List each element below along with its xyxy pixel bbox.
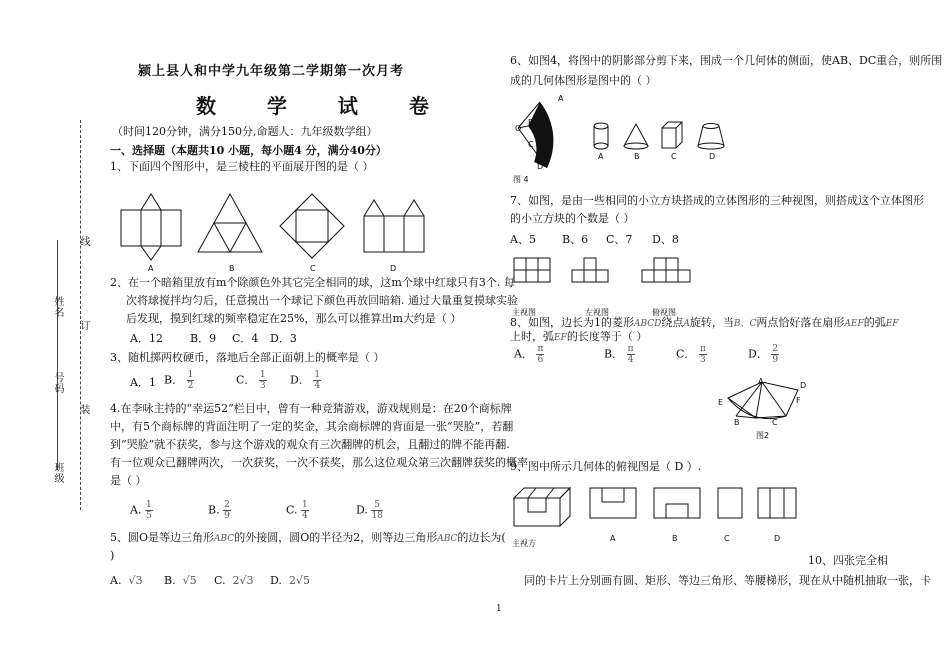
margin-seal-label: 装 bbox=[78, 404, 89, 415]
q8-option-c bbox=[676, 344, 707, 365]
q7-front-view-label: 主视图 bbox=[512, 308, 536, 317]
q8-point-b: B bbox=[734, 418, 740, 427]
q7-option-a: A、5 bbox=[510, 233, 536, 246]
q2-option-b: B．9 bbox=[190, 332, 217, 345]
q8-line1-e: 的弧 bbox=[863, 316, 886, 329]
fraction-num: π bbox=[537, 344, 544, 354]
q4-option-b bbox=[208, 500, 231, 521]
q2-line3: 后发现，摸到红球的频率稳定在25%，那么可以推算出m大约是（ ） bbox=[126, 312, 462, 325]
fraction-den: 2 bbox=[187, 381, 194, 391]
q8-abcd: ABCD bbox=[634, 319, 662, 329]
q4-option-d-fraction bbox=[371, 500, 382, 521]
fraction-den: 9 bbox=[772, 355, 779, 365]
q2-option-d: D．3 bbox=[270, 332, 297, 345]
q4-line2: 中，有5个商标牌的背面注明了一定的奖金，其余商标牌的背面是一张“哭脸”，若翻 bbox=[110, 420, 514, 433]
q8-option-b bbox=[604, 344, 635, 365]
q8-point-c: C bbox=[772, 418, 778, 427]
q9-choice-a: A bbox=[610, 534, 616, 543]
q5-option-a bbox=[110, 572, 142, 590]
q5-option-b-prefix: B. bbox=[164, 574, 176, 587]
q2-option-c: C．4 bbox=[232, 332, 259, 345]
q4-option-a bbox=[130, 500, 153, 521]
q1-figure-d bbox=[364, 200, 424, 252]
q6-point-b: B bbox=[528, 118, 534, 127]
margin-number-label: 号码 bbox=[52, 372, 63, 394]
q1-text: 1、下面四个图形中，是三棱柱的平面展开图的是（ ） bbox=[110, 160, 374, 173]
q5-abc-1: ABC bbox=[214, 534, 235, 544]
q9-option-d-shape bbox=[758, 488, 796, 518]
q4-line5: 是（ ） bbox=[110, 474, 147, 487]
fraction-num: 5 bbox=[371, 500, 382, 511]
fraction-num: 2 bbox=[772, 344, 779, 354]
q5-option-c-prefix: C. bbox=[214, 574, 226, 587]
q8-line2-b: 的长度等于（ ） bbox=[566, 330, 648, 343]
binding-dashed-line bbox=[80, 120, 81, 510]
q10-line2: 同的卡片上分别画有圆、矩形、等边三角形、等腰梯形，现在从中随机抽取一张，卡 bbox=[524, 574, 931, 587]
fraction-den: 3 bbox=[259, 381, 266, 391]
q7-option-b: B、6 bbox=[562, 233, 589, 246]
q3-option-b bbox=[164, 370, 194, 391]
fraction-den: 5 bbox=[145, 511, 152, 521]
q4-option-c bbox=[286, 500, 309, 521]
q8-a: A bbox=[683, 319, 690, 329]
q8-point-a: A bbox=[758, 377, 764, 386]
q1-label-c: C bbox=[310, 264, 316, 273]
q1-figures bbox=[118, 192, 418, 262]
q8-line1-d: 两点恰好落在扇形 bbox=[756, 316, 845, 329]
q6-choice-d: D bbox=[709, 152, 716, 161]
exam-info: （时间120分钟，满分150分,命题人：九年级数学组） bbox=[112, 125, 378, 138]
fraction-num: 1 bbox=[314, 370, 321, 380]
q5-option-a-prefix: A. bbox=[110, 574, 122, 587]
q8-line1-a: 8、如图，边长为1的菱形 bbox=[510, 316, 634, 329]
q4-line1: 4.在李咏主持的“幸运52”栏目中，曾有一种竞猜游戏，游戏规则是：在20个商标牌 bbox=[110, 402, 512, 415]
q3-text: 3、随机掷两枚硬币，落地后全部正面朝上的概率是（ ） bbox=[110, 351, 385, 364]
q6-choice-c: C bbox=[671, 152, 677, 161]
q4-option-d-prefix: D. bbox=[356, 503, 368, 517]
q4-option-d bbox=[356, 500, 383, 521]
q9-choice-d: D bbox=[774, 534, 781, 543]
q4-option-c-fraction bbox=[301, 500, 309, 521]
q8-option-d-fraction bbox=[771, 344, 779, 365]
q5-option-c-value: 2√3 bbox=[232, 574, 254, 587]
q6-figure-label: 图 4 bbox=[513, 175, 529, 184]
q4-option-b-fraction bbox=[223, 500, 231, 521]
q6-point-o: O bbox=[515, 124, 522, 133]
q3-option-b-prefix: B． bbox=[164, 373, 184, 387]
q3-option-d-prefix: D． bbox=[290, 373, 310, 387]
q8-line1-b: 绕点 bbox=[661, 316, 684, 329]
q8-option-c-fraction bbox=[699, 344, 707, 365]
q3-option-c bbox=[236, 370, 267, 391]
q6-cylinder bbox=[594, 123, 608, 149]
q5-option-c bbox=[214, 572, 254, 590]
binding-inner-line bbox=[57, 240, 58, 470]
q9-text: 9、图中所示几何体的俯视图是（ D ）. bbox=[510, 460, 702, 473]
q3-option-b-fraction bbox=[187, 370, 195, 391]
margin-class-label: 班级 bbox=[52, 462, 63, 484]
fraction-num: 2 bbox=[224, 500, 230, 510]
school-title: 颍上县人和中学九年级第二学期第一次月考 bbox=[138, 64, 405, 79]
margin-name-label: 姓名 bbox=[52, 296, 63, 318]
q7-top-view-label: 俯视图 bbox=[652, 308, 676, 317]
q8-option-b-prefix: B． bbox=[604, 347, 624, 361]
fraction-num: 1 bbox=[187, 370, 194, 380]
q5-line1-c: 的边长为( bbox=[457, 531, 506, 544]
q6-frustum bbox=[698, 124, 724, 150]
margin-line-label: 线 bbox=[78, 236, 89, 247]
q7-front-view bbox=[514, 258, 550, 282]
q8-option-a bbox=[514, 344, 544, 365]
q8-aef: AEF bbox=[844, 319, 864, 329]
q1-figure-c bbox=[280, 194, 344, 258]
q5-option-a-value: √3 bbox=[128, 574, 143, 587]
q8-point-d: D bbox=[800, 381, 807, 390]
q7-views bbox=[514, 258, 704, 300]
q9-choice-c: C bbox=[724, 534, 730, 543]
q1-label-d: D bbox=[390, 264, 397, 273]
q4-option-b-prefix: B. bbox=[208, 503, 220, 517]
q2-option-a: A．12 bbox=[130, 332, 163, 345]
q9-choice-b: B bbox=[672, 534, 678, 543]
q5-line1-a: 5、圆O是等边三角形 bbox=[110, 531, 215, 544]
q7-left-view-label: 左视图 bbox=[585, 308, 609, 317]
q4-option-a-fraction bbox=[145, 500, 153, 521]
q6-cone bbox=[624, 124, 648, 149]
q6-line1: 6、如图4，将图中的阴影部分剪下来，围成一个几何体的侧面，使AB、DC重合，则所围 bbox=[510, 54, 943, 67]
q2-line1: 2、在一个暗箱里放有m个除颜色外其它完全相同的球，这m个球中红球只有3个. 每 bbox=[110, 276, 515, 289]
q5-option-d-prefix: D. bbox=[270, 574, 282, 587]
q5-option-d bbox=[270, 572, 310, 590]
q3-option-c-prefix: C． bbox=[236, 373, 256, 387]
q8-option-c-prefix: C． bbox=[676, 347, 696, 361]
fraction-num: 1 bbox=[259, 370, 266, 380]
fraction-den: 4 bbox=[314, 381, 321, 391]
fraction-num: π bbox=[627, 344, 634, 354]
q6-point-c: C bbox=[528, 140, 534, 149]
q3-option-a: A．1 bbox=[130, 376, 156, 389]
q8-line1-c: 旋转，当 bbox=[689, 316, 734, 329]
q8-figure-label: 图2 bbox=[756, 431, 770, 440]
q5-option-b-value: √5 bbox=[182, 574, 197, 587]
q9-option-b-shape bbox=[654, 488, 700, 518]
q9-figures bbox=[514, 484, 814, 534]
fraction-den: 3 bbox=[700, 355, 706, 365]
q8-option-d-prefix: D． bbox=[748, 347, 768, 361]
fraction-den: 4 bbox=[627, 355, 634, 365]
q7-line1: 7、如图，是由一些相同的小立方块搭成的立体图形的三种视图，则搭成这个立体图形 bbox=[510, 194, 924, 207]
q6-point-d: D bbox=[537, 162, 544, 171]
fraction-num: 1 bbox=[145, 500, 152, 510]
fraction-num: π bbox=[699, 344, 706, 354]
q5-option-b bbox=[164, 572, 197, 590]
q8-option-a-fraction bbox=[536, 344, 544, 365]
section-heading: 一、选择题（本题共10 小题，每小题4 分，满分40分） bbox=[110, 144, 387, 157]
q8-option-d bbox=[748, 344, 779, 365]
q8-bc: B、C bbox=[733, 319, 757, 329]
q3-option-d-fraction bbox=[313, 370, 321, 391]
q6-choice-b: B bbox=[634, 152, 640, 161]
q6-figure bbox=[512, 96, 732, 176]
exam-title: 数 学 试 卷 bbox=[196, 94, 451, 118]
q6-choice-a: A bbox=[598, 152, 604, 161]
q6-point-a: A bbox=[558, 94, 564, 103]
q7-top-view bbox=[642, 258, 690, 282]
q10-line1: 10、四张完全相 bbox=[808, 554, 888, 567]
q8-point-f: F bbox=[796, 396, 801, 405]
fraction-den: 9 bbox=[224, 511, 230, 521]
fraction-den: 6 bbox=[537, 355, 544, 365]
q4-line4: 有一位观众已翻牌两次，一次获奖，一次不获奖，那么这位观众第三次翻牌获奖的概率 bbox=[110, 456, 528, 469]
q5-line1 bbox=[110, 529, 506, 548]
q8-option-a-prefix: A． bbox=[514, 347, 533, 361]
q4-line3: 到“哭脸”就不获奖，参与这个游戏的观众有三次翻牌的机会，且翻过的牌不能再翻. bbox=[110, 438, 510, 451]
q3-option-c-fraction bbox=[259, 370, 267, 391]
q6-prism bbox=[662, 122, 682, 148]
q4-option-c-prefix: C. bbox=[286, 503, 298, 517]
q1-figure-b bbox=[198, 194, 262, 252]
page-number: 1 bbox=[496, 604, 502, 614]
q9-view-label: 主视方 bbox=[512, 539, 536, 548]
q6-line2: 成的几何体图形是图中的（ ） bbox=[510, 74, 657, 87]
q8-ef: EF bbox=[885, 319, 899, 329]
margin-binding-label: 订 bbox=[78, 320, 89, 331]
q9-option-a-shape bbox=[590, 488, 636, 518]
q1-figure-a bbox=[121, 194, 181, 260]
fraction-den: 18 bbox=[371, 511, 383, 521]
q8-line2-a: 上时，弧 bbox=[510, 330, 554, 343]
q9-solid-shape bbox=[514, 488, 570, 526]
q8-option-b-fraction bbox=[627, 344, 635, 365]
q3-option-d bbox=[290, 370, 321, 391]
q7-option-d: D、8 bbox=[652, 233, 679, 246]
q5-abc-2: ABC bbox=[437, 534, 458, 544]
q9-option-c-shape bbox=[718, 488, 742, 518]
q7-option-c: C、7 bbox=[606, 233, 633, 246]
q1-label-a: A bbox=[148, 264, 154, 273]
q7-line2: 的小立方块的个数是（ ） bbox=[510, 212, 635, 225]
q8-ef-2: EF bbox=[554, 333, 567, 343]
fraction-num: 1 bbox=[302, 500, 308, 510]
fraction-den: 4 bbox=[302, 511, 308, 521]
q5-line1-b: 的外接圆，圆O的半径为2，则等边三角形 bbox=[234, 531, 438, 544]
q7-left-view bbox=[572, 258, 608, 282]
q5-option-d-value: 2√5 bbox=[288, 574, 310, 587]
q1-label-b: B bbox=[229, 264, 235, 273]
q2-line2: 次将球搅拌均匀后，任意摸出一个球记下颜色再放回暗箱. 通过大量重复摸球实验 bbox=[126, 294, 518, 307]
q4-option-a-prefix: A. bbox=[130, 503, 142, 517]
q8-point-e: E bbox=[718, 398, 724, 407]
q5-line2: ) bbox=[110, 549, 115, 562]
